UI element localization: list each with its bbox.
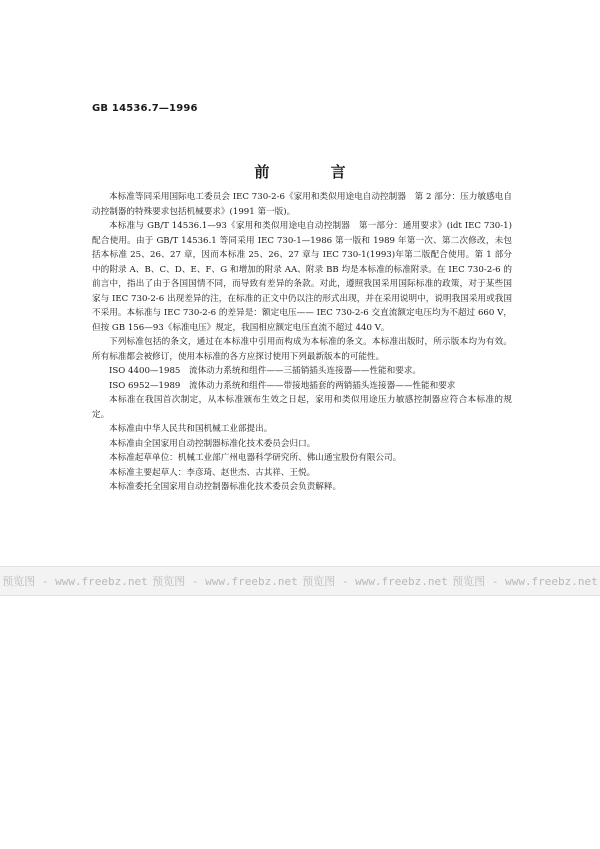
standard-code: GB 14536.7—1996 bbox=[92, 103, 198, 114]
paragraph: 本标准主要起草人：李彦琦、赵世杰、古其祥、王悦。 bbox=[109, 467, 316, 478]
watermark-text: 预览图 - www.freebz.net bbox=[302, 575, 448, 588]
watermark-text: 预览图 - www.freebz.net bbox=[152, 575, 298, 588]
paragraph: 本标准委托全国家用自动控制器标准化技术委员会负责解释。 bbox=[109, 482, 342, 492]
foreword-body bbox=[92, 190, 512, 495]
paragraph: ISO 6952—1989 流体动力系统和组件——带接地插套的两销插头连接器——性能和要求 bbox=[109, 380, 456, 391]
paragraph: 本标准由全国家用自动控制器标准化技术委员会归口。 bbox=[109, 438, 316, 449]
watermark-text: 预览图 - www.freebz.net bbox=[452, 575, 598, 588]
paragraph: 本标准由中华人民共和国机械工业部提出。 bbox=[109, 424, 273, 434]
paragraph: 本标准起草单位：机械工业部广州电器科学研究所、佛山通宝股份有限公司。 bbox=[109, 453, 402, 463]
paragraph: 本标准与 GB/T 14536.1—93《家用和类似用途电自动控制器 第一部分：通用要求》(idt IEC 730-1)配合使用。由于 GB/T 14536.1 等同采用 IEC 730-1—1986 第一版和 1989 年第一次、第二次修改，未包括本标准 25、26、27 章，因而本标准 25、26、27 章与 IEC 730-1(1993)年第二版配合使用。第 1 部分中的附录 A、B、C、D、E、F、G 和增加的附录 AA、附录 BB 均是本标准的标准附录。在 IEC 730-2-6 的前言中，指出了由于各国国情不同，而导致有差异的条款。对此，遵照我国采用国际标准的政策，对于某些国家与 IEC 730-2-6 出现差异的注，在标准的正文中仍以注的形式出现，并在采用说明中，说明我国采用或我国不采用。本标准与 IEC 730-2-6 的差异是：额定电压—— IEC 730-2-6 交直流额定电压均为不超过 660 V，但按 GB 156—93《标准电压》规定，我国相应额定电压直流不超过 440 V。 bbox=[92, 221, 512, 333]
watermark-banner bbox=[0, 566, 600, 596]
paragraph: ISO 4400—1985 流体动力系统和组件——三插销插头连接器——性能和要求。 bbox=[109, 366, 422, 376]
paragraph: 本标准等同采用国际电工委员会 IEC 730-2-6《家用和类似用途电自动控制器 第 2 部分：压力敏感电自动控制器的特殊要求包括机械要求》(1991 第一版)。 bbox=[92, 192, 512, 217]
paragraph: 下列标准包括的条文，通过在本标准中引用而构成为本标准的条文。本标准出版时，所示版本均为有效。所有标准都会被修订，使用本标准的各方应探讨使用下列最新版本的可能性。 bbox=[92, 337, 512, 362]
watermark-text: 预览图 - www.freebz.net bbox=[2, 575, 148, 588]
page-title: 前 言 bbox=[254, 163, 374, 181]
paragraph: 本标准在我国首次制定，从本标准颁布生效之日起，家用和类似用途压力敏感控制器应符合本标准的规定。 bbox=[92, 395, 512, 420]
